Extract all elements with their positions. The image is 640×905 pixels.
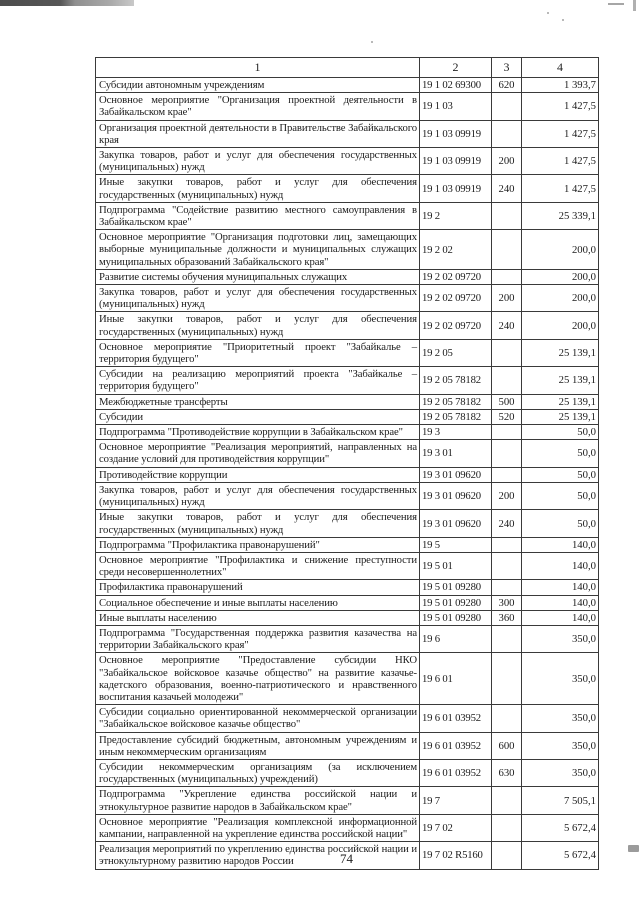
cell-code: 19 2 02 09720	[420, 269, 492, 284]
column-header-1: 1	[96, 58, 420, 78]
cell-expense-type: 500	[492, 394, 522, 409]
cell-code: 19 2 02 09720	[420, 312, 492, 339]
table-row	[96, 610, 599, 625]
table-row	[96, 467, 599, 482]
cell-name: Подпрограмма "Укрепление единства российской нации и этнокультурное развитие народов в Забайкальском крае"	[96, 787, 420, 814]
cell-code: 19 2 05	[420, 339, 492, 366]
cell-expense-type: 240	[492, 312, 522, 339]
cell-name: Основное мероприятие "Реализация комплексной информационной кампании, направленной на укрепление единства российской нации"	[96, 814, 420, 841]
cell-expense-type	[492, 339, 522, 366]
cell-expense-type: 200	[492, 482, 522, 509]
table-row	[96, 78, 599, 93]
cell-name: Развитие системы обучения муниципальных служащих	[96, 269, 420, 284]
table-body	[96, 78, 599, 870]
cell-code: 19 1 03 09919	[420, 120, 492, 147]
cell-expense-type	[492, 580, 522, 595]
cell-expense-type: 240	[492, 510, 522, 537]
cell-name: Основное мероприятие "Предоставление субсидии НКО "Забайкальское войсковое казачье общество" на развитие казачье-кадетского образования, военно-патриотического и нравственного воспитания казачьей молодежи"	[96, 653, 420, 705]
table-row	[96, 409, 599, 424]
cell-amount: 5 672,4	[522, 842, 599, 869]
cell-name: Иные закупки товаров, работ и услуг для обеспечения государственных (муниципальных) нужд	[96, 175, 420, 202]
cell-amount: 7 505,1	[522, 787, 599, 814]
table-row	[96, 580, 599, 595]
cell-name: Иные выплаты населению	[96, 610, 420, 625]
cell-name: Закупка товаров, работ и услуг для обеспечения государственных (муниципальных) нужд	[96, 482, 420, 509]
cell-expense-type	[492, 202, 522, 229]
cell-expense-type: 520	[492, 409, 522, 424]
table-row	[96, 339, 599, 366]
cell-name: Субсидии	[96, 409, 420, 424]
cell-code: 19 3 01	[420, 440, 492, 467]
table-row	[96, 148, 599, 175]
cell-amount: 50,0	[522, 510, 599, 537]
cell-amount: 1 393,7	[522, 78, 599, 93]
cell-expense-type	[492, 440, 522, 467]
cell-amount: 5 672,4	[522, 814, 599, 841]
cell-expense-type	[492, 537, 522, 552]
cell-code: 19 2 05 78182	[420, 367, 492, 394]
table-row	[96, 230, 599, 270]
cell-code: 19 7 02 R5160	[420, 842, 492, 869]
cell-expense-type	[492, 705, 522, 732]
cell-amount: 1 427,5	[522, 93, 599, 120]
cell-code: 19 6 01 03952	[420, 732, 492, 759]
table-row	[96, 552, 599, 579]
cell-amount: 140,0	[522, 595, 599, 610]
scan-artifact-bottom-right-blob	[628, 845, 639, 852]
cell-amount: 1 427,5	[522, 148, 599, 175]
cell-name: Субсидии социально ориентированной некоммерческой организации "Забайкальское войсковое казачье общество"	[96, 705, 420, 732]
cell-name: Основное мероприятие "Профилактика и снижение преступности среди несовершеннолетних"	[96, 552, 420, 579]
table-row	[96, 425, 599, 440]
cell-expense-type: 200	[492, 148, 522, 175]
cell-amount: 140,0	[522, 610, 599, 625]
cell-name: Субсидии автономным учреждениям	[96, 78, 420, 93]
table-row	[96, 367, 599, 394]
cell-name: Субсидии на реализацию мероприятий проекта "Забайкалье – территория будущего"	[96, 367, 420, 394]
cell-expense-type: 360	[492, 610, 522, 625]
scan-speck	[547, 12, 549, 14]
cell-name: Подпрограмма "Противодействие коррупции в Забайкальском крае"	[96, 425, 420, 440]
cell-amount: 140,0	[522, 552, 599, 579]
table-row	[96, 285, 599, 312]
cell-expense-type: 300	[492, 595, 522, 610]
cell-amount: 200,0	[522, 285, 599, 312]
cell-amount: 140,0	[522, 537, 599, 552]
cell-expense-type	[492, 625, 522, 652]
cell-amount: 25 139,1	[522, 394, 599, 409]
scan-speck	[371, 41, 373, 43]
cell-expense-type	[492, 230, 522, 270]
cell-code: 19 7	[420, 787, 492, 814]
cell-expense-type	[492, 93, 522, 120]
table-row	[96, 175, 599, 202]
cell-expense-type: 200	[492, 285, 522, 312]
cell-name: Субсидии некоммерческим организациям (за исключением государственных (муниципальных) учреждений)	[96, 759, 420, 786]
cell-code: 19 2 02 09720	[420, 285, 492, 312]
scan-artifact-top-right-line	[608, 3, 624, 5]
column-header-2: 2	[420, 58, 492, 78]
cell-code: 19 5 01 09280	[420, 595, 492, 610]
table-row	[96, 394, 599, 409]
column-header-3: 3	[492, 58, 522, 78]
table-row	[96, 595, 599, 610]
cell-name: Подпрограмма "Профилактика правонарушений"	[96, 537, 420, 552]
cell-code: 19 6 01 03952	[420, 705, 492, 732]
cell-code: 19 1 02 69300	[420, 78, 492, 93]
cell-amount: 200,0	[522, 312, 599, 339]
cell-code: 19 3 01 09620	[420, 467, 492, 482]
cell-amount: 25 339,1	[522, 202, 599, 229]
table-row	[96, 814, 599, 841]
cell-code: 19 7 02	[420, 814, 492, 841]
cell-expense-type: 240	[492, 175, 522, 202]
table-row	[96, 482, 599, 509]
table-row	[96, 732, 599, 759]
cell-amount: 50,0	[522, 482, 599, 509]
cell-name: Иные закупки товаров, работ и услуг для обеспечения государственных (муниципальных) нужд	[96, 510, 420, 537]
cell-amount: 50,0	[522, 440, 599, 467]
cell-code: 19 1 03 09919	[420, 175, 492, 202]
cell-name: Межбюджетные трансферты	[96, 394, 420, 409]
cell-amount: 1 427,5	[522, 175, 599, 202]
scan-artifact-top-left-bar	[0, 0, 134, 6]
cell-name: Подпрограмма "Государственная поддержка развития казачества на территории Забайкальского края"	[96, 625, 420, 652]
cell-name: Основное мероприятие "Приоритетный проект "Забайкалье – территория будущего"	[96, 339, 420, 366]
table-header-row	[96, 58, 599, 78]
cell-name: Иные закупки товаров, работ и услуг для обеспечения государственных (муниципальных) нужд	[96, 312, 420, 339]
cell-expense-type	[492, 653, 522, 705]
table-row	[96, 537, 599, 552]
cell-expense-type: 600	[492, 732, 522, 759]
cell-code: 19 2 02	[420, 230, 492, 270]
table-row	[96, 93, 599, 120]
cell-code: 19 1 03	[420, 93, 492, 120]
table-row	[96, 312, 599, 339]
table-row	[96, 440, 599, 467]
cell-name: Основное мероприятие "Организация проектной деятельности в Забайкальском крае"	[96, 93, 420, 120]
cell-code: 19 3 01 09620	[420, 482, 492, 509]
cell-expense-type	[492, 120, 522, 147]
cell-amount: 140,0	[522, 580, 599, 595]
cell-name: Профилактика правонарушений	[96, 580, 420, 595]
cell-expense-type	[492, 269, 522, 284]
cell-amount: 25 139,1	[522, 409, 599, 424]
cell-name: Закупка товаров, работ и услуг для обеспечения государственных (муниципальных) нужд	[96, 285, 420, 312]
cell-name: Предоставление субсидий бюджетным, автономным учреждениям и иным некоммерческим организациям	[96, 732, 420, 759]
cell-name: Организация проектной деятельности в Правительстве Забайкальского края	[96, 120, 420, 147]
cell-amount: 350,0	[522, 653, 599, 705]
cell-code: 19 5	[420, 537, 492, 552]
cell-expense-type	[492, 425, 522, 440]
cell-name: Противодействие коррупции	[96, 467, 420, 482]
cell-expense-type: 630	[492, 759, 522, 786]
cell-expense-type	[492, 467, 522, 482]
table-row	[96, 202, 599, 229]
cell-code: 19 2 05 78182	[420, 409, 492, 424]
table-row	[96, 120, 599, 147]
cell-name: Социальное обеспечение и иные выплаты населению	[96, 595, 420, 610]
cell-code: 19 6	[420, 625, 492, 652]
scan-artifact-top-right-mark	[633, 0, 636, 11]
budget-table	[95, 57, 599, 870]
cell-amount: 350,0	[522, 625, 599, 652]
cell-code: 19 1 03 09919	[420, 148, 492, 175]
cell-code: 19 2 05 78182	[420, 394, 492, 409]
scan-speck	[562, 19, 564, 21]
table-row	[96, 625, 599, 652]
table-row	[96, 653, 599, 705]
cell-name: Основное мероприятие "Организация подготовки лиц, замещающих выборные муниципальные должности и муниципальных служащих муниципальных образований Забайкальского края"	[96, 230, 420, 270]
cell-amount: 50,0	[522, 467, 599, 482]
cell-code: 19 5 01	[420, 552, 492, 579]
cell-code: 19 6 01	[420, 653, 492, 705]
table-row	[96, 705, 599, 732]
cell-amount: 50,0	[522, 425, 599, 440]
cell-code: 19 3	[420, 425, 492, 440]
cell-amount: 350,0	[522, 759, 599, 786]
cell-amount: 1 427,5	[522, 120, 599, 147]
cell-expense-type	[492, 367, 522, 394]
cell-name: Закупка товаров, работ и услуг для обеспечения государственных (муниципальных) нужд	[96, 148, 420, 175]
cell-amount: 25 139,1	[522, 367, 599, 394]
table-row	[96, 759, 599, 786]
cell-expense-type	[492, 552, 522, 579]
cell-name: Подпрограмма "Содействие развитию местного самоуправления в Забайкальском крае"	[96, 202, 420, 229]
cell-expense-type	[492, 814, 522, 841]
cell-code: 19 5 01 09280	[420, 580, 492, 595]
cell-name: Реализация мероприятий по укреплению единства российской нации и этнокультурному развитию народов России	[96, 842, 420, 869]
cell-expense-type: 620	[492, 78, 522, 93]
table-row	[96, 510, 599, 537]
cell-amount: 350,0	[522, 732, 599, 759]
cell-name: Основное мероприятие "Реализация мероприятий, направленных на создание условий для противодействия коррупции"	[96, 440, 420, 467]
cell-amount: 200,0	[522, 269, 599, 284]
table-row	[96, 269, 599, 284]
cell-amount: 200,0	[522, 230, 599, 270]
column-header-4: 4	[522, 58, 599, 78]
cell-amount: 350,0	[522, 705, 599, 732]
table-row	[96, 787, 599, 814]
cell-expense-type	[492, 787, 522, 814]
cell-code: 19 5 01 09280	[420, 610, 492, 625]
cell-code: 19 6 01 03952	[420, 759, 492, 786]
cell-amount: 25 139,1	[522, 339, 599, 366]
page-number: 74	[340, 851, 353, 866]
cell-code: 19 3 01 09620	[420, 510, 492, 537]
cell-code: 19 2	[420, 202, 492, 229]
